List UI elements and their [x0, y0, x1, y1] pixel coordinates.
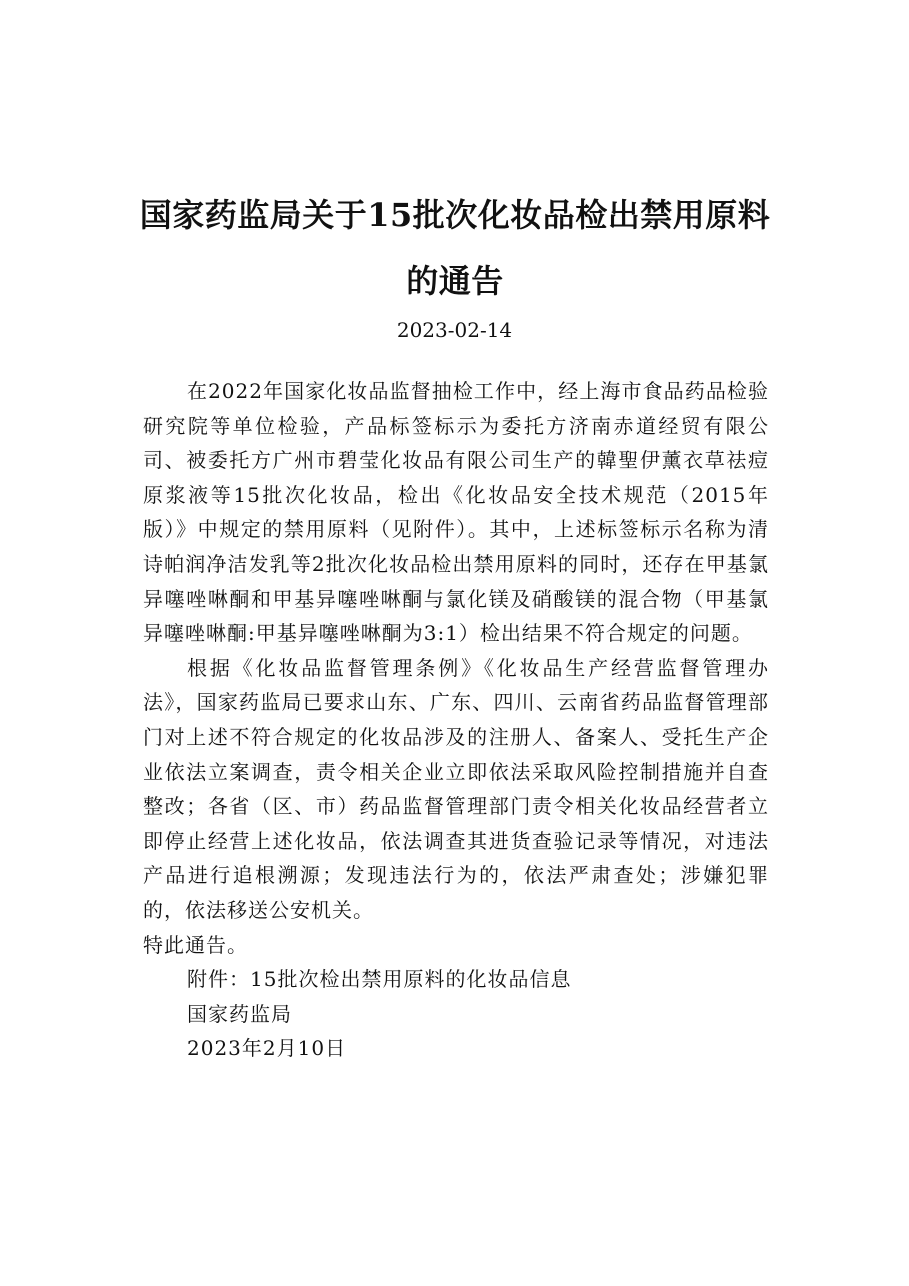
document-title: 国家药监局关于15批次化妆品检出禁用原料的通告	[139, 196, 771, 300]
attachment-line: 附件：15批次检出禁用原料的化妆品信息	[187, 967, 572, 992]
body-paragraph-1: 在2022年国家化妆品监督抽检工作中，经上海市食品药品检验研究院等单位检验，产品标签标示为委托方济南赤道经贸有限公司、被委托方广州市碧莹化妆品有限公司生产的韓聖伊薰衣草祛痘原浆液等15批次化妆品，检出《化妆品安全技术规范（2015年版）》中规定的禁用原料（见附件）。其中，上述标签标示名称为清诗帕润净洁发乳等2批次化妆品检出禁用原料的同时，还存在甲基氯异噻唑啉酮和甲基异噻唑啉酮与氯化镁及硝酸镁的混合物（甲基氯异噻唑啉酮:甲基异噻唑啉酮为3:1）检出结果不符合规定的问题。	[143, 379, 769, 646]
publish-date: 2023-02-14	[396, 318, 513, 342]
issue-date: 2023年2月10日	[187, 1036, 347, 1061]
closing-line: 特此通告。	[143, 932, 248, 957]
document-body	[143, 374, 769, 1066]
issuer-name: 国家药监局	[187, 1001, 292, 1026]
body-paragraph-2: 根据《化妆品监督管理条例》《化妆品生产经营监督管理办法》，国家药监局已要求山东、广东、四川、云南省药品监督管理部门对上述不符合规定的化妆品涉及的注册人、备案人、受托生产企业依法立案调查，责令相关企业立即依法采取风险控制措施并自查整改；各省（区、市）药品监督管理部门责令相关化妆品经营者立即停止经营上述化妆品，依法调查其进货查验记录等情况，对违法产品进行追根溯源；发现违法行为的，依法严肃查处；涉嫌犯罪的，依法移送公安机关。	[143, 655, 769, 922]
